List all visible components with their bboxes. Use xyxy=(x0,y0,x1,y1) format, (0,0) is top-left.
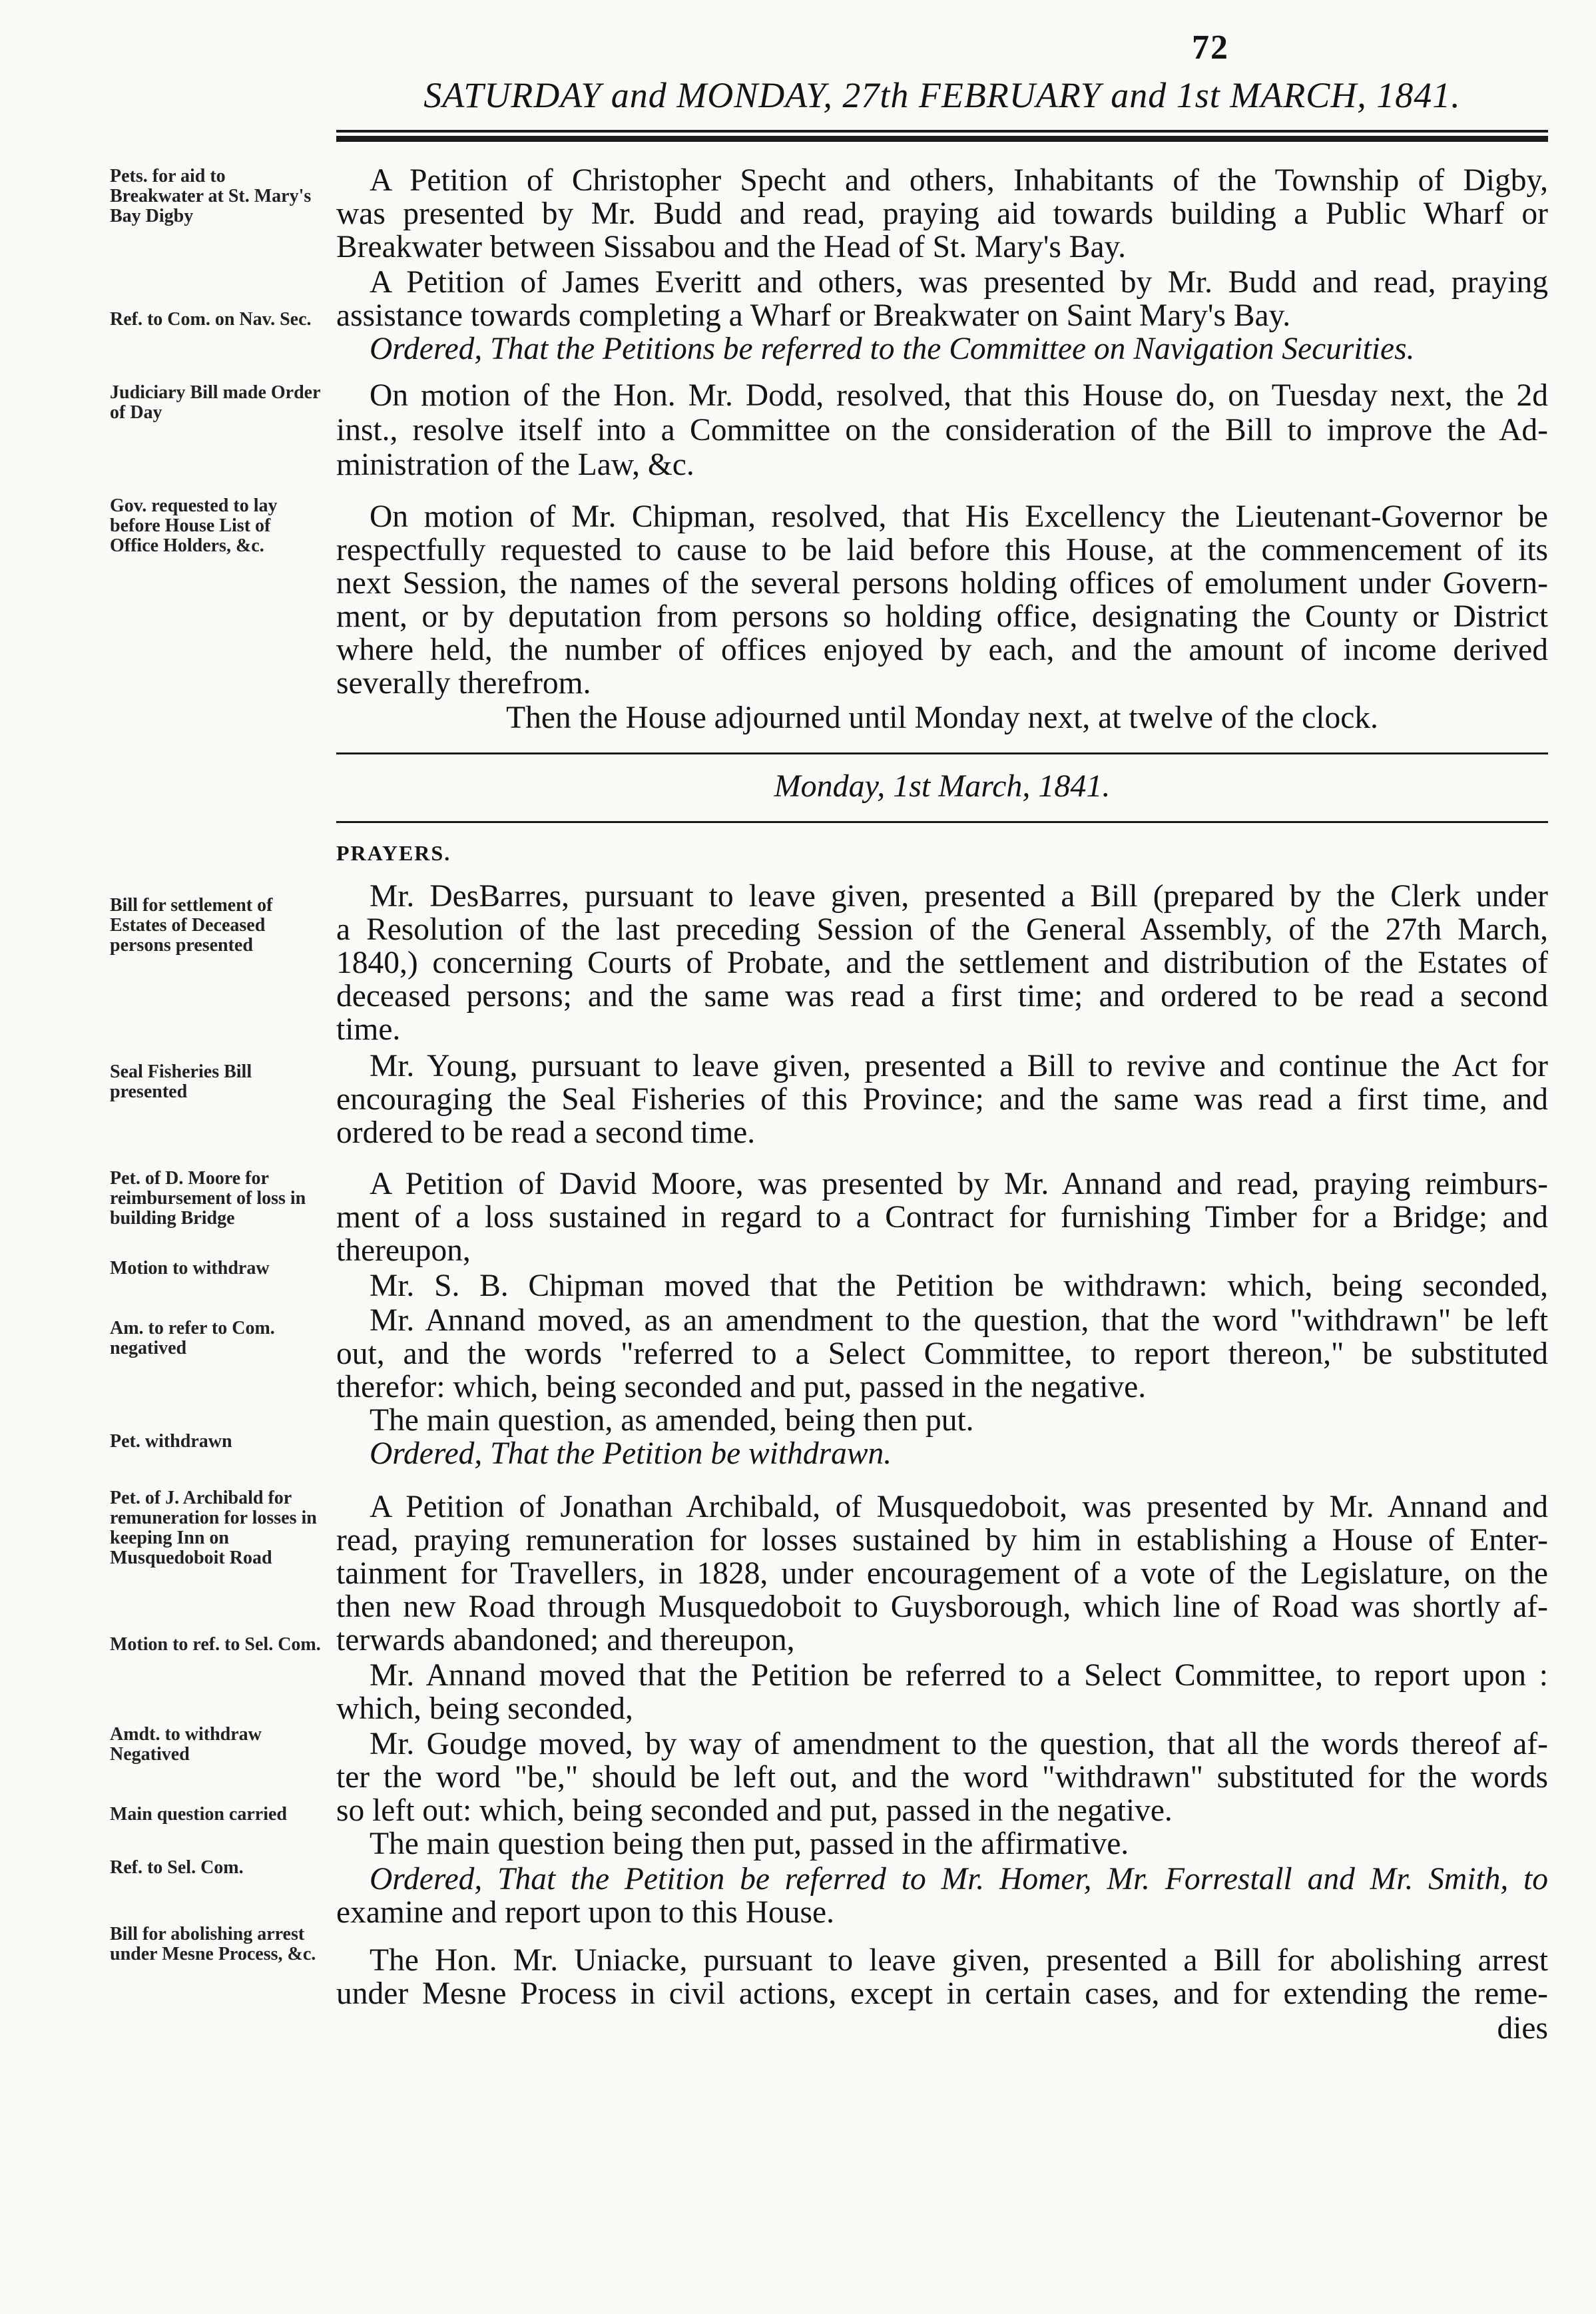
text-line: ter the word "be," should be left out, and the word "withdrawn" substituted for the words xyxy=(336,1760,1548,1795)
marginal-note: Pet. of D. Moore for reimbursement of loss in building Bridge xyxy=(110,1168,306,1229)
text-line: next Session, the names of the several persons holding offices of emolument under Govern- xyxy=(336,566,1548,601)
marginal-note: Amdt. to withdraw Negatived xyxy=(110,1724,262,1765)
section-rule-top xyxy=(336,752,1548,754)
marginal-note: Motion to ref. to Sel. Com. xyxy=(110,1634,321,1655)
text-line: On motion of Mr. Chipman, resolved, that His Excellency the Lieutenant-Governor be xyxy=(370,499,1548,534)
text-line: Mr. Annand moved that the Petition be referred to a Select Committee, to report upon : xyxy=(370,1658,1548,1693)
text-line: ordered to be read a second time. xyxy=(336,1115,756,1150)
text-line: Ordered, That the Petitions be referred to the Committee on Navigation Securities. xyxy=(370,332,1415,366)
text-line: ministration of the Law, &c. xyxy=(336,447,694,482)
text-line: A Petition of Christopher Specht and others, Inhabitants of the Township of Digby, xyxy=(370,163,1548,198)
text-line: A Petition of Jonathan Archibald, of Musquedoboit, was presented by Mr. Annand and xyxy=(370,1490,1548,1524)
text-line: dies xyxy=(1497,2011,1548,2046)
text-line: Mr. DesBarres, pursuant to leave given, presented a Bill (prepared by the Clerk under xyxy=(370,879,1548,914)
marginal-note: Gov. requested to lay before House List of Office Holders, &c. xyxy=(110,495,278,556)
text-line: A Petition of James Everitt and others, was presented by Mr. Budd and read, praying xyxy=(370,265,1548,300)
text-line: On motion of the Hon. Mr. Dodd, resolved, that this House do, on Tuesday next, the 2d xyxy=(370,378,1548,413)
marginal-note: Am. to refer to Com. negatived xyxy=(110,1318,275,1358)
text-line: Ordered, That the Petition be referred to Mr. Homer, Mr. Forrestall and Mr. Smith, to xyxy=(370,1862,1548,1896)
text-line: inst., resolve itself into a Committee on the consideration of the Bill to improve the Ad- xyxy=(336,413,1548,447)
running-head: SATURDAY and MONDAY, 27th FEBRUARY and 1st MARCH, 1841. xyxy=(423,75,1461,115)
marginal-note: Ref. to Sel. Com. xyxy=(110,1857,244,1878)
section-heading: Monday, 1st March, 1841. xyxy=(774,768,1111,804)
text-line: The main question being then put, passed in the affirmative. xyxy=(370,1827,1129,1861)
text-line: respectfully requested to cause to be laid before this House, at the commencement of its xyxy=(336,533,1548,567)
text-line: encouraging the Seal Fisheries of this Province; and the same was read a first time, and xyxy=(336,1082,1548,1117)
marginal-note: Bill for settlement of Estates of Deceased persons presented xyxy=(110,895,273,956)
text-line: then new Road through Musquedoboit to Guysborough, which line of Road was shortly af- xyxy=(336,1590,1548,1624)
text-line: deceased persons; and the same was read a first time; and ordered to be read a second xyxy=(336,979,1548,1013)
text-line: so left out: which, being seconded and put, passed in the negative. xyxy=(336,1793,1173,1828)
text-line: under Mesne Process in civil actions, except in certain cases, and for extending the reme- xyxy=(336,1976,1548,2011)
header-rule-thick xyxy=(336,136,1548,142)
text-line: examine and report upon to this House. xyxy=(336,1895,834,1930)
header-rule-thin xyxy=(336,130,1548,133)
marginal-note: Pet. of J. Archibald for remuneration for losses in keeping Inn on Musquedoboit Road xyxy=(110,1488,317,1568)
text-line: thereupon, xyxy=(336,1233,471,1268)
text-line: severally therefrom. xyxy=(336,666,591,701)
text-line: A Petition of David Moore, was presented by Mr. Annand and read, praying reimburs- xyxy=(370,1167,1548,1201)
text-line: therefor: which, being seconded and put, passed in the negative. xyxy=(336,1370,1147,1404)
section-rule-bottom xyxy=(336,821,1548,823)
marginal-note: Bill for abolishing arrest under Mesne Process, &c. xyxy=(110,1924,316,1964)
text-line: 1840,) concerning Courts of Probate, and the settlement and distribution of the Estates of xyxy=(336,946,1548,980)
marginal-note: Judiciary Bill made Order of Day xyxy=(110,382,321,423)
text-line: assistance towards completing a Wharf or Breakwater on Saint Mary's Bay. xyxy=(336,298,1291,333)
page-number: 72 xyxy=(1192,29,1229,67)
text-line: terwards abandoned; and thereupon, xyxy=(336,1623,795,1657)
text-line: ment, or by deputation from persons so holding office, designating the County or District xyxy=(336,599,1548,634)
text-line: tainment for Travellers, in 1828, under encouragement of a vote of the Legislature, on the xyxy=(336,1556,1548,1591)
prayers-label: PRAYERS. xyxy=(336,841,451,865)
text-line: The Hon. Mr. Uniacke, pursuant to leave given, presented a Bill for abolishing arrest xyxy=(370,1943,1548,1978)
text-line: Mr. S. B. Chipman moved that the Petition be withdrawn: which, being seconded, xyxy=(370,1269,1548,1303)
text-line: where held, the number of offices enjoyed by each, and the amount of income derived xyxy=(336,633,1548,667)
text-line: Breakwater between Sissabou and the Head of St. Mary's Bay. xyxy=(336,230,1127,264)
text-line: ment of a loss sustained in regard to a Contract for furnishing Timber for a Bridge; and xyxy=(336,1200,1548,1235)
marginal-note: Pets. for aid to Breakwater at St. Mary's Bay Digby xyxy=(110,166,312,226)
text-line: time. xyxy=(336,1012,401,1047)
text-line: Mr. Annand moved, as an amendment to the question, that the word "withdrawn" be left xyxy=(370,1303,1548,1338)
text-line: a Resolution of the last preceding Session of the General Assembly, of the 27th March, xyxy=(336,912,1548,947)
text-line: The main question, as amended, being then put. xyxy=(370,1403,974,1438)
text-line: was presented by Mr. Budd and read, praying aid towards building a Public Wharf or xyxy=(336,196,1548,231)
marginal-note: Pet. withdrawn xyxy=(110,1431,232,1452)
text-line: read, praying remuneration for losses sustained by him in establishing a House of Enter- xyxy=(336,1523,1548,1558)
text-line: out, and the words "referred to a Select Committee, to report thereon," be substituted xyxy=(336,1336,1548,1371)
text-line: Ordered, That the Petition be withdrawn. xyxy=(370,1436,892,1471)
text-line: Then the House adjourned until Monday next, at twelve of the clock. xyxy=(506,701,1378,735)
marginal-note: Seal Fisheries Bill presented xyxy=(110,1061,252,1102)
text-line: Mr. Goudge moved, by way of amendment to the question, that all the words thereof af- xyxy=(370,1727,1548,1761)
text-line: which, being seconded, xyxy=(336,1691,633,1726)
marginal-note: Main question carried xyxy=(110,1804,287,1825)
marginal-note: Motion to withdraw xyxy=(110,1258,270,1279)
marginal-note: Ref. to Com. on Nav. Sec. xyxy=(110,309,312,330)
text-line: Mr. Young, pursuant to leave given, presented a Bill to revive and continue the Act for xyxy=(370,1049,1548,1083)
